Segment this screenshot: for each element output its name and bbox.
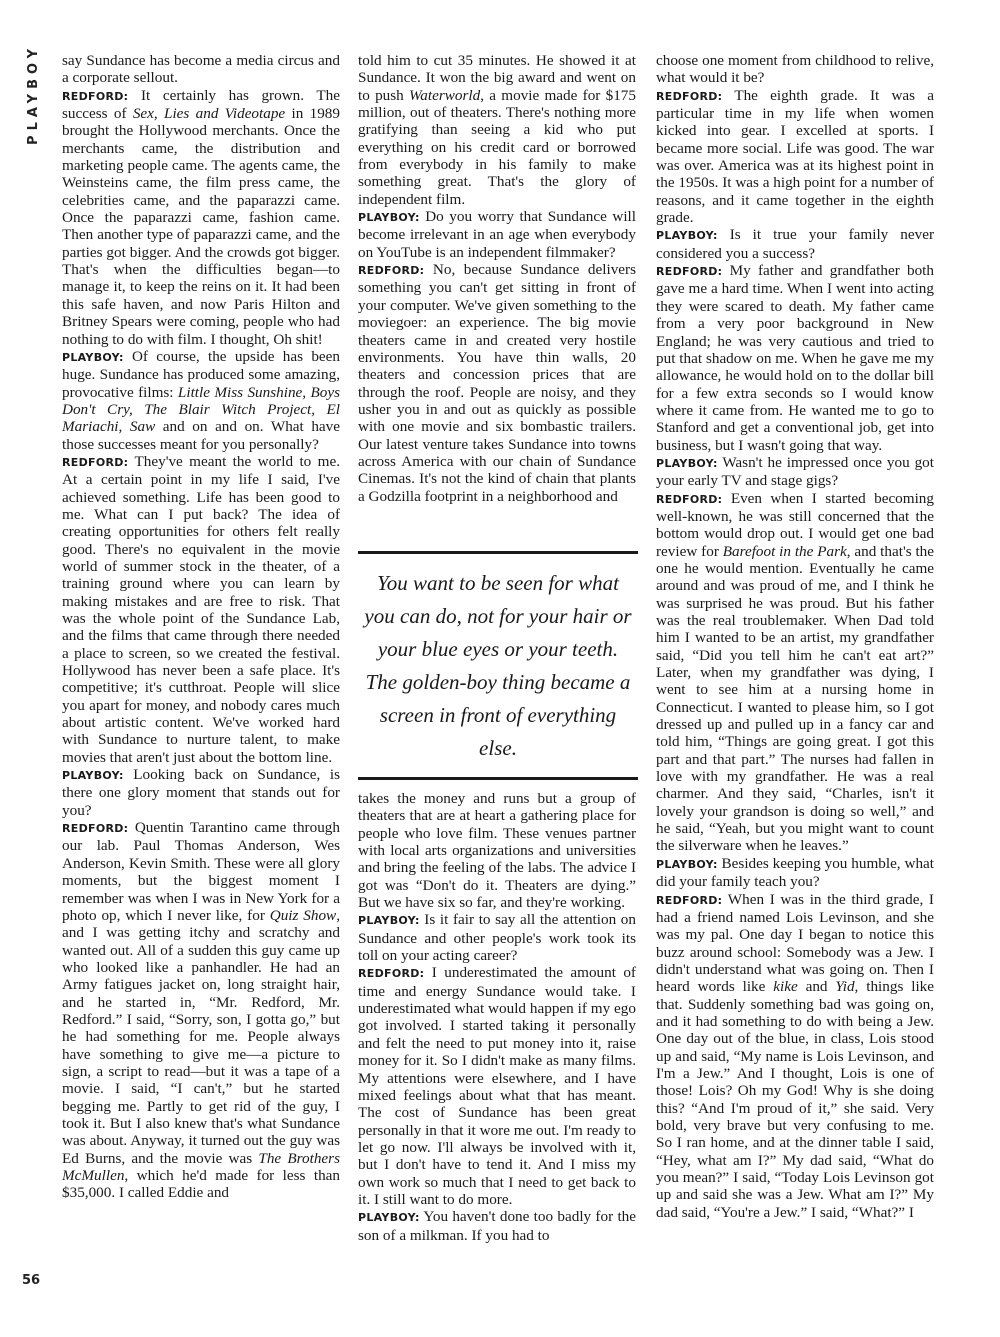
speaker-label: REDFORD: [62,455,129,469]
film-title: Barefoot in the Park [722,542,847,560]
film-title: Waterworld [409,86,481,104]
slur-word: kike [773,978,798,996]
speaker-label: PLAYBOY: [656,229,718,243]
speaker-label: REDFORD: [358,967,425,981]
paragraph: PLAYBOY: Besides keeping you humble, what did your family teach you? [656,854,934,891]
paragraph: REDFORD: Quentin Tarantino came through our lab. Paul Thomas Anderson, Wes Anderson, Kevin Smith. These were all glory moments, but the biggest moment I remember was when I was in New York for a photo op, which I never like, for Quiz Show, and I was getting itchy and scratchy and wanted out. All of a sudden this guy came up who looked like a panhandler. He had an Army fatigues jacket on, long straight hair, and he started in, “Mr. Redford, Mr. Redford.” I said, “Sorry, son, I gotta go,” but he had something for me. People always have something to give me—a picture to sign, a script to read—but it was a tape of a movie. I said, “I can't,” but he started begging me. Partly to get rid of the guy, I took it. But I also knew that's what Sundance was about. Anyway, it turned out the guy was Ed Burns, and the movie was The Brothers McMullen, which he'd made for less than $35,000. I called Eddie and [62,819,340,1202]
speaker-label: PLAYBOY: [358,211,420,225]
paragraph: REDFORD: They've meant the world to me. At a certain point in my life I said, I've achieved something. Life has been good to me. What can I put back? The idea of creating opportunities for others felt really good. There's no equivalent in the movie world of summer stock in the theater, of a training ground where you can learn by making mistakes and are free to risk. That was the whole point of the Sundance Lab, and the films that came through there needed a place to screen, so we created the festival. Hollywood has never been a safe place. It's competitive; it's cutthroat. People will slice you apart for money, and nobody cares much about artistic content. We've worked hard with Sundance to nurture talent, to make movies that aren't just about the bottom line. [62,452,340,766]
slur-word: Yid [835,978,855,996]
speaker-label: REDFORD: [656,89,723,103]
paragraph: REDFORD: It certainly has grown. The success of Sex, Lies and Videotape in 1989 brought the Hollywood merchants. Once the merchants came, the distribution and marketing people came. The agents came, the Weinsteins came, the film press came, the celebrities came, and the paparazzi came. Once the paparazzi came, fashion came. Then another type of paparazzi came, and the parties got bigger. And the crowds got bigger. That's when the difficulties began—to manage it, to keep the reins on it. It had been this safe haven, and now Paris Hilton and Britney Spears were coming, people who had nothing to do with film. I thought, Oh shit! [62,86,341,348]
speaker-label: REDFORD: [656,893,723,907]
paragraph: REDFORD: No, because Sundance delivers something you can't get sitting in front of your computer. We've given something to the moviegoer: an experience. The big movie theaters came in and created very hostile environments. You have thin walls, 20 theaters and concession prices that are through the roof. People are noisy, and they usher you in and out as quickly as possible with one movie and six bombastic trailers. Our latest venture takes Sundance into towns across America with our chain of Sundance Cinemas. It's not the kind of chain that plants a Godzilla footprint in a neighborhood and [358,261,636,505]
paragraph: PLAYBOY: Looking back on Sundance, is there one glory moment that stands out for you? [62,766,340,819]
column-2-top [358,52,636,505]
paragraph: PLAYBOY: Do you worry that Sundance will become irrelevant in an age when everybody on YouTube is an independent filmmaker? [358,208,636,261]
paragraph: REDFORD: Even when I started becoming well-known, he was still concerned that the bottom would drop out. I would get one bad review for Barefoot in the Park, and that's the one he would mention. Eventually he came around and was proud of me, and I think he was surprised he was proud. But his father was the real troublemaker. When Dad told him I wanted to be an artist, my grandfather said, “Did you tell him he can't eat art?” Later, when my grandfather was dying, I went to see him at a nursing home in Connecticut. I wanted to please him, so I got dressed up and pulled up in a fancy car and told him, “Things are going great. I got this part and that part.” The nurses had fallen in love with my grandfather. He was a real charmer. And they said, “Charles, isn't it lovely your grandson is doing so well,” and he said, “Yeah, but you might want to count the silverware when he leaves.” [656,489,935,855]
speaker-label: REDFORD: [656,265,723,279]
paragraph: PLAYBOY: Wasn't he impressed once you got your early TV and stage gigs? [656,453,935,490]
film-title: Sex, Lies and Videotape [132,105,286,123]
speaker-label: PLAYBOY: [656,857,718,871]
paragraph: PLAYBOY: Of course, the upside has been huge. Sundance has produced some amazing, provocative films: Little Miss Sunshine, Boys Don't Cry, The Blair Witch Project, El Mariachi, Saw and on and on. What have those successes meant for you personally? [62,347,340,453]
page-number: 56 [22,1273,41,1288]
speaker-label: PLAYBOY: [62,769,124,783]
film-title: Little Miss Sunshine, Boys Don't Cry, The Blair Witch Project, El Mariachi, Saw [62,383,340,436]
column-1 [62,52,340,1202]
speaker-label: REDFORD: [358,264,425,278]
column-3 [656,52,934,1221]
speaker-label: PLAYBOY: [62,350,124,364]
paragraph: takes the money and runs but a group of theaters that are at heart a gathering place for people who love film. These venues partner with local arts organizations and universities and bring the feeling of the labs. The advice I got was “Don't do it. Theaters are dying.” But we have six so far, and they're working. [358,790,636,912]
paragraph: told him to cut 35 minutes. He showed it at Sundance. It won the big award and went on to push Waterworld, a movie made for $175 million, out of theaters. There's nothing more gratifying than seeing a kid who put everything on his credit card or borrowed from everybody in his family to make something great. That's the glory of independent film. [358,52,636,208]
speaker-label: PLAYBOY: [358,1211,420,1225]
paragraph: say Sundance has become a media circus and a corporate sellout. [62,52,340,87]
paragraph: choose one moment from childhood to relive, what would it be? [656,52,934,87]
speaker-label: PLAYBOY: [656,456,718,470]
paragraph: PLAYBOY: Is it fair to say all the attention on Sundance and other people's work took its toll on your acting career? [358,911,636,965]
film-title: Quiz Show [269,906,337,924]
pull-quote [358,551,638,780]
film-title: The Brothers McMullen [62,1149,340,1184]
paragraph: REDFORD: The eighth grade. It was a particular time in my life when women kicked into gear. I excelled at sports. I became more social. Life was good. The war was over. America was at its highest point in the 1950s. It was a high point for a number of reasons, and it came together in the eighth grade. [656,86,934,227]
speaker-label: REDFORD: [656,492,723,506]
speaker-label: REDFORD: [62,89,129,103]
column-2-bottom [358,790,636,1244]
speaker-label: PLAYBOY: [358,914,420,928]
paragraph: REDFORD: When I was in the third grade, I had a friend named Lois Levinson, and she was my pal. One day I began to notice this buzz around school: Somebody was a Jew. I didn't understand what was going on. Then I heard words like kike and Yid, things like that. Suddenly something bad was going on, and it had something to do with being a Jew. One day out of the blue, in class, Lois stood up and said, “My name is Lois Levinson, and I'm a Jew.” And I thought, Lois is one of those! Lois? Oh my God! Why is she doing this? “And I'm proud of it,” she said. Very bold, very brave but very confusing to me. So I ran home, and at the dinner table I said, “Hey, what am I?” My dad said, “What do you mean?” I said, “Today Lois Levinson got up and said she was a Jew. What am I?” My dad said, “You're a Jew.” I said, “What?” I [656,890,935,1221]
speaker-label: REDFORD: [62,822,129,836]
paragraph: REDFORD: My father and grandfather both gave me a hard time. When I went into acting they were scared to death. My father came from a very poor background in New England; he was very cautious and tried to put that shadow on me. When he gave me my allowance, he would hold on to the dollar bill for a few extra seconds so I would know where it came from. He wanted me to go to Stanford and get a conventional job, get into business, but I wasn't going that way. [656,262,934,454]
pull-quote-text: You want to be seen for what you can do, not for your hair or your blue eyes or your teeth. The golden-boy thing became a screen in front of everything else. [364,570,632,760]
paragraph: PLAYBOY: You haven't done too badly for the son of a milkman. If you had to [358,1208,637,1244]
running-head: PLAYBOY [26,44,41,145]
paragraph: REDFORD: I underestimated the amount of time and energy Sundance would take. I underestimated what would happen if my ego got involved. I started taking it personally and felt the need to put money into it, raise money for it. So I didn't make as many films. My attentions were elsewhere, and I have mixed feelings about what that has meant. The cost of Sundance has been great personally in that it wore me out. I'm ready to let go now. I'll always be involved with it, but I don't have to tend it. And I miss my own work so much that I need to get back to it. I still want to do more. [358,964,636,1208]
paragraph: PLAYBOY: Is it true your family never considered you a success? [656,226,935,262]
